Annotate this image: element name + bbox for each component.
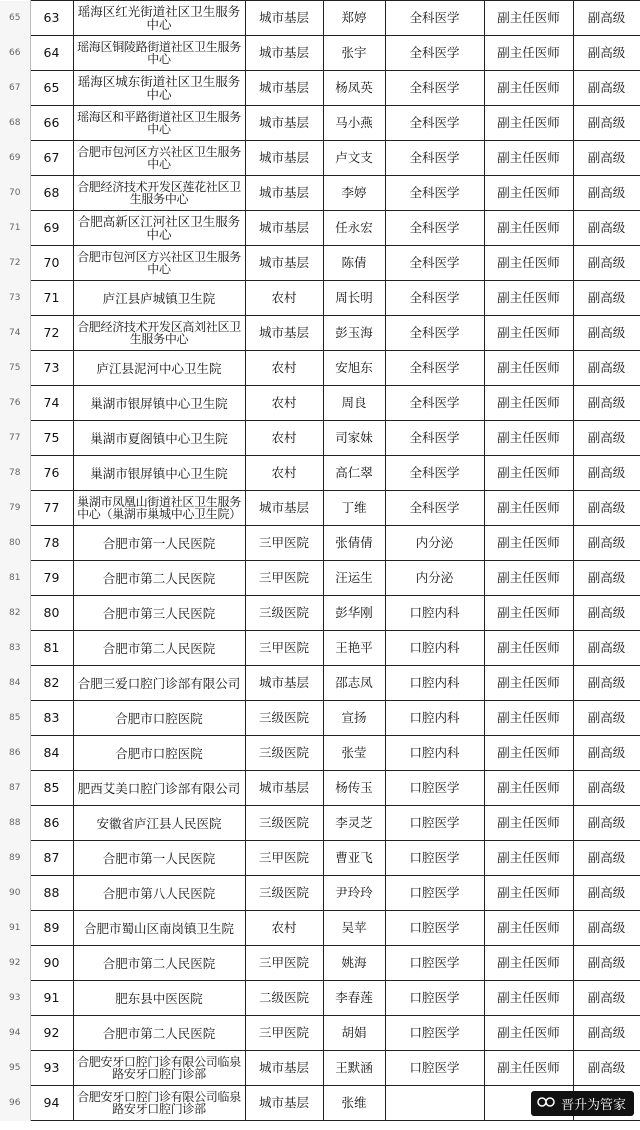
level-cell: 副高级 bbox=[573, 1051, 640, 1086]
serial-number: 82 bbox=[30, 666, 73, 701]
row-number: 92 bbox=[0, 946, 30, 981]
area-cell: 城市基层 bbox=[245, 71, 323, 106]
row-number: 71 bbox=[0, 211, 30, 246]
area-cell: 农村 bbox=[245, 281, 323, 316]
major-cell: 口腔内科 bbox=[385, 666, 484, 701]
major-cell: 口腔内科 bbox=[385, 736, 484, 771]
major-cell: 口腔医学 bbox=[385, 806, 484, 841]
serial-number: 90 bbox=[30, 946, 73, 981]
table-row bbox=[0, 1, 640, 36]
title-cell: 副主任医师 bbox=[484, 71, 573, 106]
row-number: 72 bbox=[0, 246, 30, 281]
major-cell: 全科医学 bbox=[385, 456, 484, 491]
level-cell: 副高级 bbox=[573, 736, 640, 771]
area-cell: 城市基层 bbox=[245, 1, 323, 36]
serial-number: 70 bbox=[30, 246, 73, 281]
major-cell: 内分泌 bbox=[385, 561, 484, 596]
unit-cell: 肥东县中医医院 bbox=[73, 981, 245, 1016]
row-number: 74 bbox=[0, 316, 30, 351]
unit-cell: 安徽省庐江县人民医院 bbox=[73, 806, 245, 841]
serial-number: 85 bbox=[30, 771, 73, 806]
area-cell: 农村 bbox=[245, 351, 323, 386]
serial-number: 83 bbox=[30, 701, 73, 736]
table-row bbox=[0, 666, 640, 701]
level-cell: 副高级 bbox=[573, 561, 640, 596]
level-cell: 副高级 bbox=[573, 71, 640, 106]
title-cell: 副主任医师 bbox=[484, 141, 573, 176]
serial-number: 72 bbox=[30, 316, 73, 351]
table-row bbox=[0, 1051, 640, 1086]
level-cell: 副高级 bbox=[573, 701, 640, 736]
level-cell: 副高级 bbox=[573, 981, 640, 1016]
name-cell: 胡娟 bbox=[323, 1016, 385, 1051]
row-number: 77 bbox=[0, 421, 30, 456]
table-row bbox=[0, 491, 640, 526]
major-cell: 全科医学 bbox=[385, 281, 484, 316]
table-row bbox=[0, 736, 640, 771]
table-row bbox=[0, 351, 640, 386]
serial-number: 73 bbox=[30, 351, 73, 386]
level-cell: 副高级 bbox=[573, 841, 640, 876]
name-cell: 彭玉海 bbox=[323, 316, 385, 351]
name-cell: 周长明 bbox=[323, 281, 385, 316]
serial-number: 79 bbox=[30, 561, 73, 596]
title-cell: 副主任医师 bbox=[484, 351, 573, 386]
table-row bbox=[0, 1016, 640, 1051]
name-cell: 安旭东 bbox=[323, 351, 385, 386]
area-cell: 城市基层 bbox=[245, 771, 323, 806]
row-number: 75 bbox=[0, 351, 30, 386]
title-cell: 副主任医师 bbox=[484, 526, 573, 561]
name-cell: 尹玲玲 bbox=[323, 876, 385, 911]
serial-number: 94 bbox=[30, 1086, 73, 1121]
area-cell: 三级医院 bbox=[245, 596, 323, 631]
area-cell: 三甲医院 bbox=[245, 631, 323, 666]
table-row bbox=[0, 946, 640, 981]
table-row bbox=[0, 701, 640, 736]
level-cell: 副高级 bbox=[573, 1, 640, 36]
table-row bbox=[0, 176, 640, 211]
major-cell: 口腔医学 bbox=[385, 946, 484, 981]
serial-number: 84 bbox=[30, 736, 73, 771]
table-row bbox=[0, 526, 640, 561]
unit-cell: 合肥经济技术开发区莲花社区卫生服务中心 bbox=[73, 176, 245, 211]
row-number: 90 bbox=[0, 876, 30, 911]
area-cell: 农村 bbox=[245, 421, 323, 456]
major-cell: 全科医学 bbox=[385, 316, 484, 351]
unit-cell: 合肥市第二人民医院 bbox=[73, 561, 245, 596]
level-cell: 副高级 bbox=[573, 421, 640, 456]
title-cell: 副主任医师 bbox=[484, 946, 573, 981]
unit-cell: 巢湖市凤凰山街道社区卫生服务中心（巢湖市巢城中心卫生院） bbox=[73, 491, 245, 526]
name-cell: 郑婷 bbox=[323, 1, 385, 36]
unit-cell: 合肥市第二人民医院 bbox=[73, 631, 245, 666]
table-body bbox=[0, 1, 640, 1121]
title-cell: 副主任医师 bbox=[484, 666, 573, 701]
title-cell: 副主任医师 bbox=[484, 316, 573, 351]
major-cell: 全科医学 bbox=[385, 351, 484, 386]
name-cell: 邵志凤 bbox=[323, 666, 385, 701]
table-row bbox=[0, 981, 640, 1016]
title-cell: 副主任医师 bbox=[484, 36, 573, 71]
level-cell: 副高级 bbox=[573, 456, 640, 491]
table-row bbox=[0, 246, 640, 281]
name-cell: 李婷 bbox=[323, 176, 385, 211]
level-cell: 副高级 bbox=[573, 491, 640, 526]
table-row bbox=[0, 631, 640, 666]
serial-number: 78 bbox=[30, 526, 73, 561]
row-number: 78 bbox=[0, 456, 30, 491]
level-cell: 副高级 bbox=[573, 806, 640, 841]
row-number: 87 bbox=[0, 771, 30, 806]
title-cell: 副主任医师 bbox=[484, 106, 573, 141]
row-number: 73 bbox=[0, 281, 30, 316]
name-cell: 任永宏 bbox=[323, 211, 385, 246]
title-cell: 副主任医师 bbox=[484, 981, 573, 1016]
name-cell: 吴苹 bbox=[323, 911, 385, 946]
unit-cell: 合肥市第一人民医院 bbox=[73, 526, 245, 561]
title-cell: 副主任医师 bbox=[484, 1051, 573, 1086]
serial-number: 67 bbox=[30, 141, 73, 176]
area-cell: 二级医院 bbox=[245, 981, 323, 1016]
major-cell: 口腔医学 bbox=[385, 841, 484, 876]
row-number: 93 bbox=[0, 981, 30, 1016]
major-cell: 全科医学 bbox=[385, 246, 484, 281]
title-cell: 副主任医师 bbox=[484, 211, 573, 246]
name-cell: 陈倩 bbox=[323, 246, 385, 281]
unit-cell: 合肥市第三人民医院 bbox=[73, 596, 245, 631]
unit-cell: 瑶海区城东街道社区卫生服务中心 bbox=[73, 71, 245, 106]
major-cell: 全科医学 bbox=[385, 421, 484, 456]
row-number: 70 bbox=[0, 176, 30, 211]
title-cell: 副主任医师 bbox=[484, 841, 573, 876]
name-cell: 马小燕 bbox=[323, 106, 385, 141]
row-number: 89 bbox=[0, 841, 30, 876]
serial-number: 66 bbox=[30, 106, 73, 141]
area-cell: 三甲医院 bbox=[245, 526, 323, 561]
serial-number: 86 bbox=[30, 806, 73, 841]
title-cell: 副主任医师 bbox=[484, 176, 573, 211]
major-cell: 口腔医学 bbox=[385, 876, 484, 911]
name-cell: 卢文支 bbox=[323, 141, 385, 176]
row-number: 68 bbox=[0, 106, 30, 141]
title-cell: 副主任医师 bbox=[484, 596, 573, 631]
unit-cell: 合肥市包河区方兴社区卫生服务中心 bbox=[73, 246, 245, 281]
serial-number: 93 bbox=[30, 1051, 73, 1086]
watermark bbox=[531, 1091, 634, 1116]
unit-cell: 巢湖市银屏镇中心卫生院 bbox=[73, 456, 245, 491]
unit-cell: 合肥三爱口腔门诊部有限公司 bbox=[73, 666, 245, 701]
area-cell: 城市基层 bbox=[245, 1051, 323, 1086]
row-number: 81 bbox=[0, 561, 30, 596]
title-cell: 副主任医师 bbox=[484, 631, 573, 666]
unit-cell: 合肥市口腔医院 bbox=[73, 736, 245, 771]
area-cell: 城市基层 bbox=[245, 246, 323, 281]
serial-number: 76 bbox=[30, 456, 73, 491]
name-cell: 李灵芝 bbox=[323, 806, 385, 841]
title-cell: 副主任医师 bbox=[484, 561, 573, 596]
title-cell: 副主任医师 bbox=[484, 911, 573, 946]
serial-number: 64 bbox=[30, 36, 73, 71]
major-cell: 内分泌 bbox=[385, 526, 484, 561]
unit-cell: 合肥市第八人民医院 bbox=[73, 876, 245, 911]
unit-cell: 合肥市包河区方兴社区卫生服务中心 bbox=[73, 141, 245, 176]
name-cell: 张宇 bbox=[323, 36, 385, 71]
area-cell: 城市基层 bbox=[245, 141, 323, 176]
table-row bbox=[0, 911, 640, 946]
serial-number: 80 bbox=[30, 596, 73, 631]
row-number: 82 bbox=[0, 596, 30, 631]
name-cell: 杨凤英 bbox=[323, 71, 385, 106]
major-cell: 全科医学 bbox=[385, 1, 484, 36]
major-cell: 口腔医学 bbox=[385, 771, 484, 806]
level-cell: 副高级 bbox=[573, 36, 640, 71]
name-cell: 李春莲 bbox=[323, 981, 385, 1016]
table-row bbox=[0, 36, 640, 71]
level-cell: 副高级 bbox=[573, 351, 640, 386]
major-cell: 全科医学 bbox=[385, 386, 484, 421]
serial-number: 69 bbox=[30, 211, 73, 246]
name-cell: 司家妹 bbox=[323, 421, 385, 456]
serial-number: 88 bbox=[30, 876, 73, 911]
table-row bbox=[0, 876, 640, 911]
level-cell: 副高级 bbox=[573, 246, 640, 281]
area-cell: 城市基层 bbox=[245, 491, 323, 526]
major-cell: 口腔内科 bbox=[385, 701, 484, 736]
area-cell: 城市基层 bbox=[245, 211, 323, 246]
unit-cell: 合肥市口腔医院 bbox=[73, 701, 245, 736]
name-cell: 曹亚飞 bbox=[323, 841, 385, 876]
table-row bbox=[0, 596, 640, 631]
title-cell: 副主任医师 bbox=[484, 456, 573, 491]
row-number: 95 bbox=[0, 1051, 30, 1086]
name-cell: 宣扬 bbox=[323, 701, 385, 736]
unit-cell: 瑶海区红光街道社区卫生服务中心 bbox=[73, 1, 245, 36]
name-cell: 王默涵 bbox=[323, 1051, 385, 1086]
major-cell: 口腔医学 bbox=[385, 981, 484, 1016]
row-number: 96 bbox=[0, 1086, 30, 1121]
major-cell: 口腔医学 bbox=[385, 911, 484, 946]
level-cell: 副高级 bbox=[573, 526, 640, 561]
unit-cell: 巢湖市银屏镇中心卫生院 bbox=[73, 386, 245, 421]
name-cell: 姚海 bbox=[323, 946, 385, 981]
level-cell: 副高级 bbox=[573, 631, 640, 666]
row-number: 69 bbox=[0, 141, 30, 176]
area-cell: 三甲医院 bbox=[245, 1016, 323, 1051]
level-cell: 副高级 bbox=[573, 876, 640, 911]
name-cell: 杨传玉 bbox=[323, 771, 385, 806]
name-cell: 彭华刚 bbox=[323, 596, 385, 631]
unit-cell: 肥西艾美口腔门诊部有限公司 bbox=[73, 771, 245, 806]
row-number: 85 bbox=[0, 701, 30, 736]
level-cell: 副高级 bbox=[573, 771, 640, 806]
watermark-text: 晋升为管家 bbox=[560, 1098, 626, 1113]
major-cell: 全科医学 bbox=[385, 106, 484, 141]
title-cell: 副主任医师 bbox=[484, 1016, 573, 1051]
table-row bbox=[0, 141, 640, 176]
area-cell: 城市基层 bbox=[245, 36, 323, 71]
major-cell: 全科医学 bbox=[385, 71, 484, 106]
major-cell: 口腔内科 bbox=[385, 596, 484, 631]
row-number: 88 bbox=[0, 806, 30, 841]
area-cell: 农村 bbox=[245, 456, 323, 491]
level-cell: 副高级 bbox=[573, 596, 640, 631]
major-cell: 口腔医学 bbox=[385, 1051, 484, 1086]
name-cell: 汪运生 bbox=[323, 561, 385, 596]
table-row bbox=[0, 771, 640, 806]
level-cell: 副高级 bbox=[573, 211, 640, 246]
table-row bbox=[0, 211, 640, 246]
row-number: 80 bbox=[0, 526, 30, 561]
unit-cell: 合肥安牙口腔门诊有限公司临泉路安牙口腔门诊部 bbox=[73, 1051, 245, 1086]
area-cell: 三级医院 bbox=[245, 806, 323, 841]
unit-cell: 瑶海区铜陵路街道社区卫生服务中心 bbox=[73, 36, 245, 71]
unit-cell: 庐江县庐城镇卫生院 bbox=[73, 281, 245, 316]
title-cell: 副主任医师 bbox=[484, 491, 573, 526]
area-cell: 城市基层 bbox=[245, 316, 323, 351]
name-cell: 张维 bbox=[323, 1086, 385, 1121]
major-cell: 口腔内科 bbox=[385, 631, 484, 666]
level-cell: 副高级 bbox=[573, 316, 640, 351]
row-number: 65 bbox=[0, 1, 30, 36]
unit-cell: 合肥市第一人民医院 bbox=[73, 841, 245, 876]
title-cell: 副主任医师 bbox=[484, 421, 573, 456]
unit-cell: 瑶海区和平路街道社区卫生服务中心 bbox=[73, 106, 245, 141]
major-cell: 全科医学 bbox=[385, 36, 484, 71]
table-row bbox=[0, 456, 640, 491]
unit-cell: 巢湖市夏阁镇中心卫生院 bbox=[73, 421, 245, 456]
row-number: 91 bbox=[0, 911, 30, 946]
name-cell: 张莹 bbox=[323, 736, 385, 771]
unit-cell: 合肥高新区江河社区卫生服务中心 bbox=[73, 211, 245, 246]
title-cell: 副主任医师 bbox=[484, 771, 573, 806]
title-cell: 副主任医师 bbox=[484, 1, 573, 36]
level-cell: 副高级 bbox=[573, 386, 640, 421]
title-cell: 副主任医师 bbox=[484, 281, 573, 316]
row-number: 76 bbox=[0, 386, 30, 421]
row-number: 94 bbox=[0, 1016, 30, 1051]
table-row bbox=[0, 386, 640, 421]
level-cell: 副高级 bbox=[573, 106, 640, 141]
serial-number: 65 bbox=[30, 71, 73, 106]
row-number: 84 bbox=[0, 666, 30, 701]
table-row bbox=[0, 106, 640, 141]
serial-number: 81 bbox=[30, 631, 73, 666]
name-cell: 丁维 bbox=[323, 491, 385, 526]
area-cell: 三甲医院 bbox=[245, 946, 323, 981]
area-cell: 三甲医院 bbox=[245, 561, 323, 596]
major-cell: 全科医学 bbox=[385, 491, 484, 526]
title-cell: 副主任医师 bbox=[484, 701, 573, 736]
row-number: 83 bbox=[0, 631, 30, 666]
area-cell: 三级医院 bbox=[245, 701, 323, 736]
level-cell: 副高级 bbox=[573, 666, 640, 701]
area-cell: 城市基层 bbox=[245, 1086, 323, 1121]
title-cell: 副主任医师 bbox=[484, 736, 573, 771]
serial-number: 77 bbox=[30, 491, 73, 526]
serial-number: 74 bbox=[30, 386, 73, 421]
serial-number: 63 bbox=[30, 1, 73, 36]
serial-number: 87 bbox=[30, 841, 73, 876]
area-cell: 城市基层 bbox=[245, 176, 323, 211]
table-row bbox=[0, 71, 640, 106]
serial-number: 68 bbox=[30, 176, 73, 211]
title-cell: 副主任医师 bbox=[484, 876, 573, 911]
name-cell: 高仁翠 bbox=[323, 456, 385, 491]
row-number: 66 bbox=[0, 36, 30, 71]
name-cell: 王艳平 bbox=[323, 631, 385, 666]
unit-cell: 合肥市蜀山区南岗镇卫生院 bbox=[73, 911, 245, 946]
area-cell: 城市基层 bbox=[245, 666, 323, 701]
row-number: 67 bbox=[0, 71, 30, 106]
table-row bbox=[0, 421, 640, 456]
name-cell: 张倩倩 bbox=[323, 526, 385, 561]
level-cell: 副高级 bbox=[573, 176, 640, 211]
unit-cell: 合肥经济技术开发区高刘社区卫生服务中心 bbox=[73, 316, 245, 351]
serial-number: 89 bbox=[30, 911, 73, 946]
major-cell: 口腔医学 bbox=[385, 1016, 484, 1051]
serial-number: 92 bbox=[30, 1016, 73, 1051]
unit-cell: 合肥市第二人民医院 bbox=[73, 946, 245, 981]
area-cell: 三级医院 bbox=[245, 736, 323, 771]
level-cell: 副高级 bbox=[573, 141, 640, 176]
table-row bbox=[0, 806, 640, 841]
row-number: 79 bbox=[0, 491, 30, 526]
table-row bbox=[0, 841, 640, 876]
major-cell: 全科医学 bbox=[385, 211, 484, 246]
major-cell: 全科医学 bbox=[385, 176, 484, 211]
table-row bbox=[0, 561, 640, 596]
area-cell: 城市基层 bbox=[245, 106, 323, 141]
area-cell: 农村 bbox=[245, 911, 323, 946]
major-cell bbox=[385, 1086, 484, 1121]
unit-cell: 庐江县泥河中心卫生院 bbox=[73, 351, 245, 386]
serial-number: 71 bbox=[30, 281, 73, 316]
row-number: 86 bbox=[0, 736, 30, 771]
unit-cell: 合肥安牙口腔门诊有限公司临泉路安牙口腔门诊部 bbox=[73, 1086, 245, 1121]
serial-number: 75 bbox=[30, 421, 73, 456]
title-cell: 副主任医师 bbox=[484, 246, 573, 281]
unit-cell: 合肥市第二人民医院 bbox=[73, 1016, 245, 1051]
table-row bbox=[0, 281, 640, 316]
title-cell: 副主任医师 bbox=[484, 806, 573, 841]
major-cell: 全科医学 bbox=[385, 141, 484, 176]
level-cell: 副高级 bbox=[573, 281, 640, 316]
area-cell: 三甲医院 bbox=[245, 841, 323, 876]
title-cell: 副主任医师 bbox=[484, 386, 573, 421]
area-cell: 农村 bbox=[245, 386, 323, 421]
level-cell: 副高级 bbox=[573, 911, 640, 946]
watermark-logo-icon bbox=[537, 1094, 555, 1110]
table-row bbox=[0, 316, 640, 351]
serial-number: 91 bbox=[30, 981, 73, 1016]
name-cell: 周良 bbox=[323, 386, 385, 421]
level-cell: 副高级 bbox=[573, 1016, 640, 1051]
area-cell: 三级医院 bbox=[245, 876, 323, 911]
level-cell: 副高级 bbox=[573, 946, 640, 981]
